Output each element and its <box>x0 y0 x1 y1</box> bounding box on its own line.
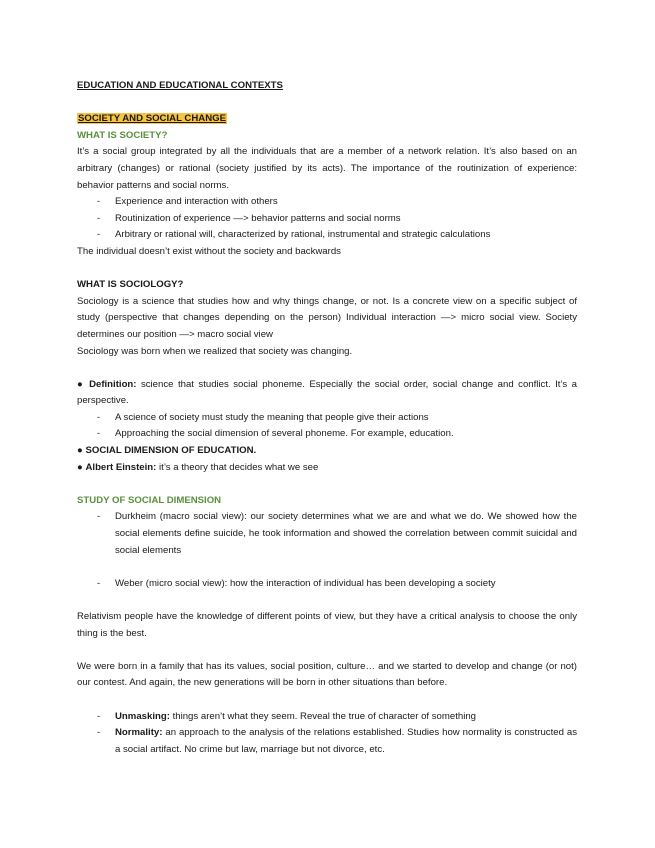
dash-marker: - <box>97 229 101 241</box>
unmasking-label: Unmasking: <box>115 710 170 722</box>
highlighted-heading: SOCIETY AND SOCIAL CHANGE <box>78 113 227 125</box>
list-item-text: A science of society must study the meaning that people give their actions <box>115 411 429 423</box>
durkheim-text: Durkheim (macro social view): our society determines what we are and what we do. We showed how the social elements define suicide, he took information and showed the correlation between commit suicidal and social elements <box>115 511 577 556</box>
dash-marker: - <box>97 196 101 208</box>
weber-text: Weber (micro social view): how the interaction of individual has been developing a society <box>115 577 496 589</box>
normality-label: Normality: <box>115 727 163 739</box>
list-item <box>77 709 577 726</box>
einstein-text: it’s a theory that decides what we see <box>156 461 319 473</box>
list-item <box>77 509 577 559</box>
list-item-text: Approaching the social dimension of several phoneme. For example, education. <box>115 428 454 440</box>
heading-what-is-sociology: WHAT IS SOCIOLOGY? <box>77 279 184 291</box>
dash-marker: - <box>97 511 101 523</box>
born-paragraph: We were born in a family that has its values, social position, culture… and we started to develop and change (or not) our contest. And again, the new generations will be born in other situations than before. <box>77 660 577 689</box>
bullet-icon: ● <box>77 378 85 390</box>
dash-marker: - <box>97 727 101 739</box>
society-list <box>77 194 577 244</box>
definition-line <box>77 377 577 410</box>
dash-marker: - <box>97 577 101 589</box>
list-item <box>77 725 577 758</box>
document-page <box>77 78 577 758</box>
relativism-paragraph: Relativism people have the knowledge of different points of view, but they have a critical analysis to choose the only thing is the best. <box>77 611 577 639</box>
list-item <box>77 426 577 443</box>
sociology-paragraph: Sociology is a science that studies how and why things change, or not. Is a concrete view on a specific subject of study (perspective that changes depending on the person) Individual interaction —> micro social view. Society determines our position —> macro social view <box>77 295 577 340</box>
subheading-what-is-society: WHAT IS SOCIETY? <box>77 129 168 141</box>
list-item <box>77 576 577 593</box>
sociology-paragraph-2: Sociology was born when we realized that society was changing. <box>77 345 353 357</box>
list-item-text: Arbitrary or rational will, characterized by rational, instrumental and strategic calculations <box>115 229 491 241</box>
section-heading-society <box>77 111 577 128</box>
normality-text: an approach to the analysis of the relations established. Studies how normality is constructed as a social artifact. No crime but law, marriage but not divorce, etc. <box>115 727 577 755</box>
einstein-label: Albert Einstein: <box>85 461 157 473</box>
social-dimension-line <box>77 443 577 460</box>
document-title: EDUCATION AND EDUCATIONAL CONTEXTS <box>77 80 283 91</box>
society-closing: The individual doesn’t exist without the society and backwards <box>77 245 341 257</box>
bullet-icon: ● <box>77 461 83 473</box>
dash-marker: - <box>97 212 101 224</box>
list-item-text: Experience and interaction with others <box>115 196 278 208</box>
list-item <box>77 227 577 244</box>
unmasking-text: things aren’t what they seem. Reveal the true of character of something <box>169 710 477 722</box>
bullet-icon: ● <box>77 445 83 457</box>
definition-text: science that studies social phoneme. Especially the social order, social change and conflict. It’s a perspective. <box>77 378 578 407</box>
definition-label: Definition: <box>89 378 137 390</box>
concepts-list <box>77 709 577 759</box>
list-item <box>77 410 577 427</box>
einstein-line <box>77 460 577 477</box>
sociology-list <box>77 410 577 443</box>
dash-marker: - <box>97 710 101 722</box>
heading-study-social-dimension: STUDY OF SOCIAL DIMENSION <box>77 494 222 506</box>
list-item <box>77 211 577 228</box>
society-paragraph: It’s a social group integrated by all the individuals that are a member of a network relation. It’s also based on an arbitrary (changes) or rational (society justified by its acts). The importance of the routinization of experience: behavior patterns and social norms. <box>77 146 577 191</box>
study-list-1 <box>77 509 577 559</box>
list-item <box>77 194 577 211</box>
dash-marker: - <box>97 411 101 423</box>
dash-marker: - <box>97 428 101 440</box>
list-item-text: Routinization of experience —> behavior patterns and social norms <box>115 212 401 224</box>
social-dimension-text: SOCIAL DIMENSION OF EDUCATION. <box>85 445 257 457</box>
study-list-2 <box>77 576 577 593</box>
